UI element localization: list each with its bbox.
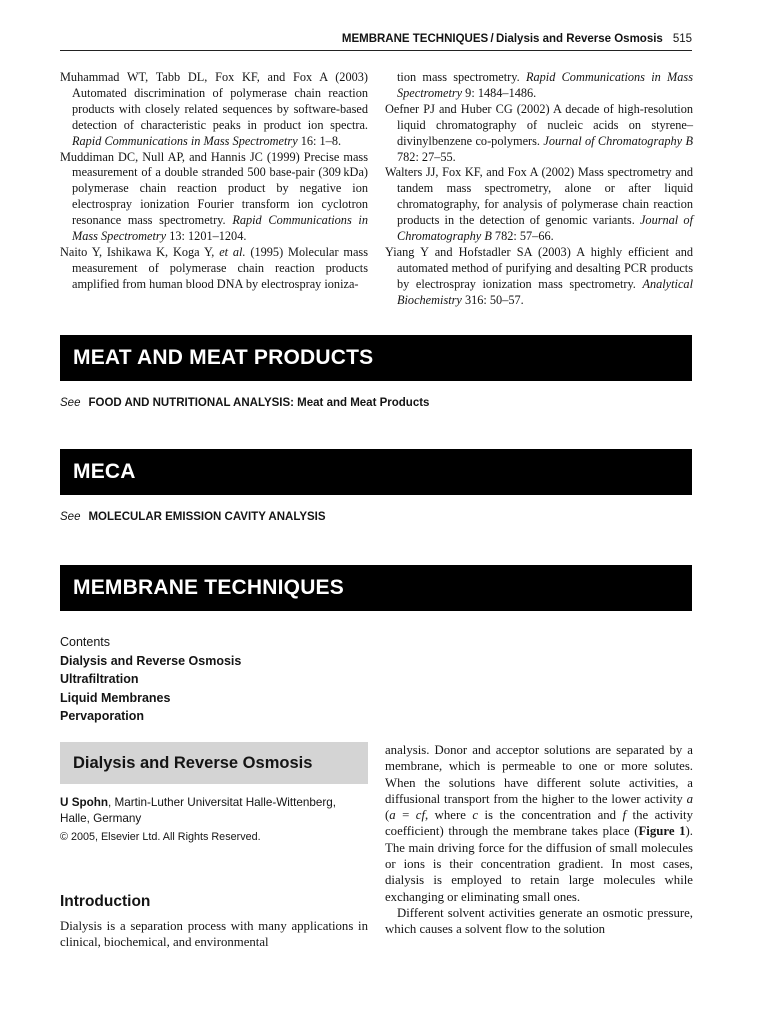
article-title: Dialysis and Reverse Osmosis — [60, 742, 368, 784]
author-block — [60, 795, 368, 827]
page-number: 515 — [672, 33, 692, 45]
reference-entry: Muddiman DC, Null AP, and Hannis JC (1999) Precise mass measurement of a double stranded 500 base-pair (309 kDa) polymerase chain reaction product by negative ion electrospray ionization Fourier transform ion cyclotron resonance mass spectrometry. Rapid Communications in Mass Spectrometry 13: 1201–1204. — [60, 149, 368, 244]
header-rule — [60, 50, 692, 51]
reference-continuation: tion mass spectrometry. Rapid Communications in Mass Spectrometry 9: 1484–1486. — [397, 70, 693, 100]
contents-item[interactable]: Dialysis and Reverse Osmosis — [60, 653, 242, 668]
section-title-membrane: MEMBRANE TECHNIQUES — [60, 565, 692, 611]
copyright-notice: © 2005, Elsevier Ltd. All Rights Reserved. — [60, 831, 261, 843]
see-also-meat — [60, 397, 429, 409]
figure-link[interactable]: Figure 1 — [638, 824, 686, 839]
cross-reference-link[interactable]: MOLECULAR EMISSION CAVITY ANALYSIS — [88, 511, 326, 523]
reference-entry: Yiang Y and Hofstadler SA (2003) A highly efficient and automated method of purifying and desalting PCR products by electrospray ionization mass spectrometry. Analytical Biochemistry 316: 50–57. — [385, 244, 693, 307]
running-head-title: MEMBRANE TECHNIQUES / Dialysis and Reverse Osmosis — [341, 33, 663, 45]
contents-label: Contents — [60, 635, 111, 649]
body-paragraph: analysis. Donor and acceptor solutions are separated by a membrane, which is permeable to one or more solutes. When the solutions have different solute activities, a diffusional transport from the higher to the lower activity a (a = cf, where c is the concentration and f the activity coefficient) through the membrane takes place (Figure 1). The main driving force for the diffusion of small molecules or ions is their concentration gradient. In most cases, dialysis is employed to retain large molecules while exchanging or eliminating small ones. — [385, 743, 693, 904]
see-label: See — [60, 397, 81, 409]
references-left-column — [60, 70, 368, 293]
running-head — [60, 33, 692, 45]
reference-entry: Muhammad WT, Tabb DL, Fox KF, and Fox A (2003) Automated discrimination of polymerase chain reaction products with closely related sequences by software-based detection of characteristic peaks in product ion spectra. Rapid Communications in Mass Spectrometry 16: 1–8. — [60, 70, 368, 148]
body-text-right — [385, 742, 693, 938]
contents-list — [60, 633, 241, 726]
reference-entry: Walters JJ, Fox KF, and Fox A (2002) Mass spectrometry and tandem mass spectrometry, alone or after liquid chromatography, for analysis of polymerase chain reaction products in the detection of genomic variants. Journal of Chromatography B 782: 57–66. — [385, 165, 693, 244]
contents-item[interactable]: Pervaporation — [60, 709, 145, 723]
contents-item[interactable]: Liquid Membranes — [60, 690, 171, 705]
introduction-heading: Introduction — [60, 893, 151, 910]
cross-reference-link[interactable]: FOOD AND NUTRITIONAL ANALYSIS: Meat and Meat Products — [88, 397, 430, 409]
body-text-left: Dialysis is a separation process with many applications in clinical, biochemical, and environmental — [60, 919, 368, 950]
author-name: U Spohn — [60, 796, 109, 809]
reference-entry: Oefner PJ and Huber CG (2002) A decade of high-resolution liquid chromatography of nucleic acids on styrene–divinylbenzene co-polymers. Journal of Chromatography B 782: 27–55. — [385, 101, 693, 164]
section-title-meat: MEAT AND MEAT PRODUCTS — [60, 335, 692, 381]
see-also-meca — [60, 511, 326, 523]
body-paragraph: Different solvent activities generate an osmotic pressure, which causes a solvent flow to the solution — [385, 905, 693, 937]
see-label: See — [60, 511, 81, 523]
section-title-meca: MECA — [60, 449, 692, 495]
author-affiliation: , Martin-Luther Universitat Halle-Wittenberg, Halle, Germany — [60, 796, 337, 825]
references-right-column — [385, 70, 693, 309]
reference-entry: Naito Y, Ishikawa K, Koga Y, et al. (1995) Molecular mass measurement of polymerase chain reaction products amplified from human blood DNA by electrospray ioniza- — [60, 244, 368, 291]
contents-item[interactable]: Ultrafiltration — [60, 672, 139, 686]
